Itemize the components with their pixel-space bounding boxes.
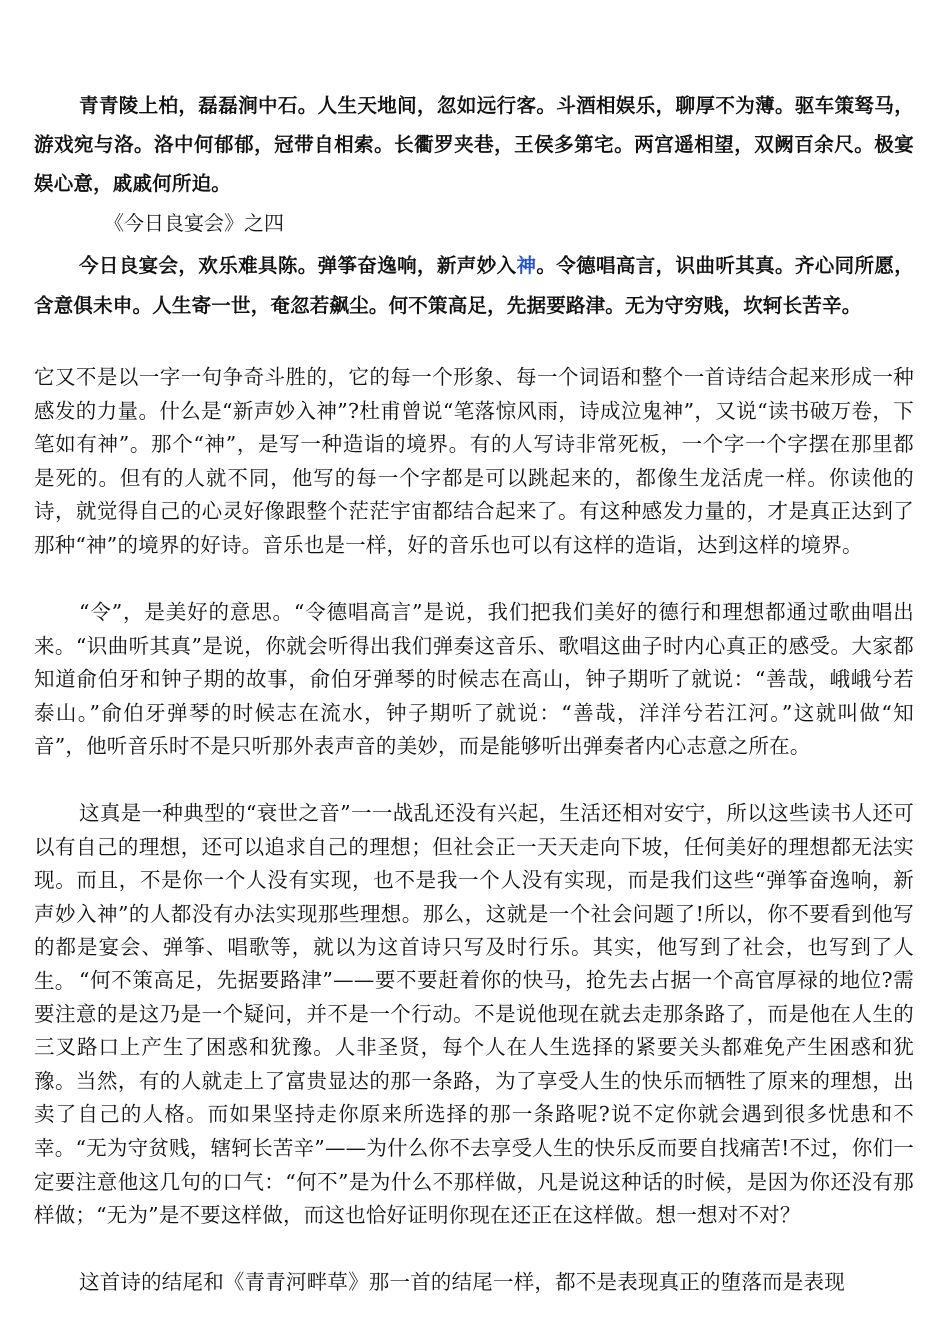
poem-jinri-liangyanhui — [34, 246, 914, 326]
commentary-paragraph: “何不策高足，先据要路津”——要不要赶着你的快马，抢先去占据一个高官厚禄的地位?需要注意的是这乃是一个疑问，并不是一个行动。不是说他现在就去走那条路了，而是他在人生的三叉路口上产生了困惑和犹豫。人非圣贤，每个人在人生选择的紧要关头都难免产生困惑和犹豫。当然，有的人就走上了富贵显达的那一条路，为了享受人生的快乐而牺牲了原来的理想，出卖了自己的人格。而如果坚持走你原来所选择的那一条路呢?说不定你就会遇到很多忧患和不幸。“无为守贫贱，辖轲长苦辛”——为什么你不去享受人生的快乐反而要自找痛苦!不过，你们一定要注意他这几句的口气：“何不”是为什么不那样做，凡是说这种话的时候，是因为你还没有那样做；“无为”是不要这样做，而这也恰好证明你现在还正在这样做。想一想对不对？ — [34, 968, 914, 1228]
poem-title-jinri-liangyanhui: 《今日良宴会》之四 — [104, 211, 284, 235]
commentary-paragraph: 它又不是以一字一句争奇斗胜的，它的每一个形象、每一个词语和整个一首诗结合起来形成一种感发的力量。什么是“新声妙入神”?杜甫曾说“笔落惊风雨，诗成泣鬼神”，又说“读书破万卷，下笔如有神”。那个“神”，是写一种造诣的境界。有的人写诗非常死板，一个字一个字摆在那里都是死的。但有的人就不同，他写的每一个字都是可以跳起来的，都像生龙活虎一样。你读他的诗，就觉得自己的心灵好像跟整个茫茫宇宙都结合起来了。有这种感发力量的，才是真正达到了那种“神”的境界的好诗。音乐也是一样，好的音乐也可以有这样的造诣，达到这样的境界。 — [34, 365, 914, 557]
commentary-paragraph: “令”，是美好的意思。“令德唱高言”是说，我们把我们美好的德行和理想都通过歌曲唱出来。“识曲听其真”是说，你就会听得出我们弹奏这音乐、歌唱这曲子时内心真正的感受。大家都知道俞伯牙和钟子期的故事，俞伯牙弹琴的时候志在高山，钟子期听了就说：“善哉，峨峨兮若泰山。”俞伯牙弹琴的时候志在流水，钟子期听了就说：“善哉，洋洋兮若江河。”这就叫做“知音”，他听音乐时不是只听那外表声音的美妙，而是能够听出弹奏者内心志意之所在。 — [34, 600, 914, 759]
commentary-paragraph: 这真是一种典型的“衰世之音”一一战乱还没有兴起，生活还相对安宁，所以这些读书人还可以有自己的理想，还可以追求自己的理想；但社会正一天天走向下坡，任何美好的理想都无法实现。而且，不是你一个人没有实现，也不是我一个人没有实现，而是我们这些“弹筝奋逸响，新声妙入神”的人都没有办法实现那些理想。那么，这就是一个社会问题了!所以，你不要看到他写的都是宴会、弹筝、唱歌等，就以为这首诗只写及时行乐。其实，他写到了社会，也写到了人生。 — [34, 801, 914, 993]
poem-qingqing-lingshang-bai: 青青陵上柏，磊磊涧中石。人生天地间，忽如远行客。斗酒相娱乐，聊厚不为薄。驱车策驽马，游戏宛与洛。洛中何郁郁，冠带自相索。长衢罗夹巷，王侯多第宅。两宫遥相望，双阙百余尺。极宴娱心意，戚戚何所迫。 — [34, 94, 914, 195]
poem-text-part-2: 。令德唱高言，识曲听其真。齐心同所愿，含意俱未申。人生寄一世，奄忽若飙尘。何不策高足，先据要路津。无为守穷贱，坎轲长苦辛。 — [34, 254, 914, 317]
poem-text-part-1: 今日良宴会，欢乐难具陈。弹筝奋逸响，新声妙入 — [79, 254, 517, 277]
commentary-paragraph: 这首诗的结尾和《青青河畔草》那一首的结尾一样，都不是表现真正的堕落而是表现 — [79, 1270, 845, 1294]
highlighted-character: 神 — [516, 254, 537, 277]
